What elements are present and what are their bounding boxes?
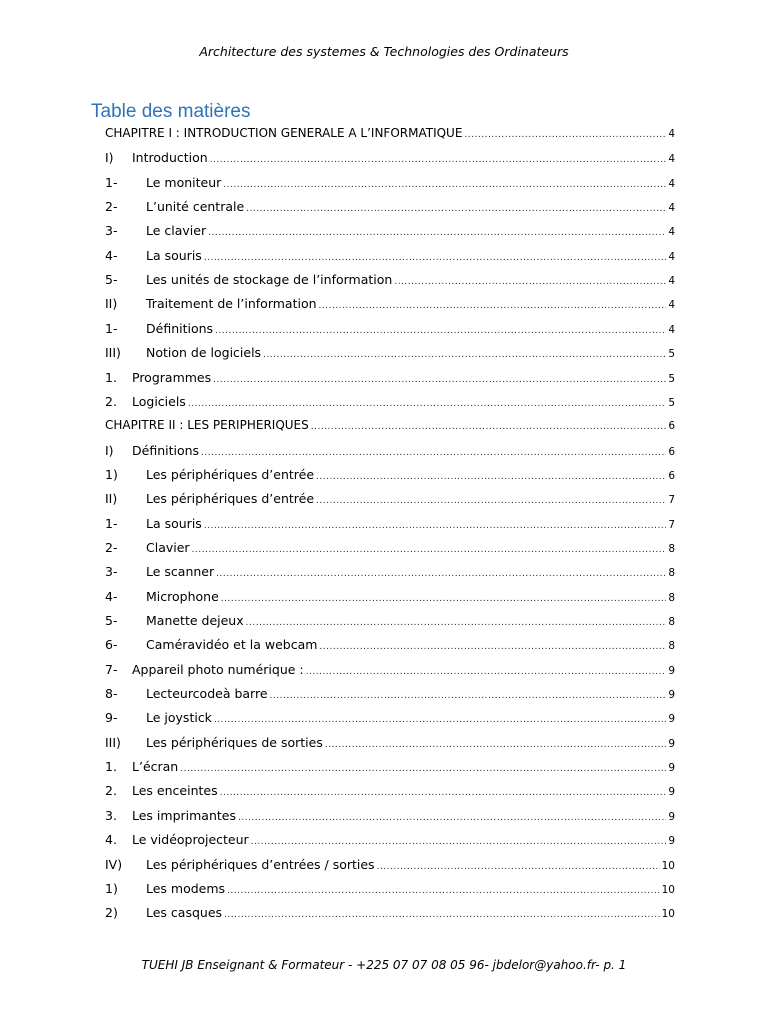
toc-entry-label: L’écran — [132, 759, 179, 775]
toc-entry-number: 1. — [105, 759, 117, 775]
toc-entry-page: 4 — [668, 323, 675, 336]
toc-entry-number: II) — [105, 491, 118, 507]
toc-dot-leader — [180, 764, 666, 774]
page-header: Architecture des systemes & Technologies des Ordinateurs — [199, 44, 569, 59]
toc-entry[interactable] — [105, 394, 675, 414]
toc-entry-number: 3- — [105, 564, 118, 580]
toc-entry-number: 5- — [105, 272, 118, 288]
toc-entry-label: Les périphériques de sorties — [146, 734, 323, 750]
toc-entry-page: 4 — [668, 299, 675, 312]
toc-entry[interactable] — [105, 443, 675, 463]
toc-entry-number: II) — [105, 296, 118, 312]
toc-dot-leader — [238, 813, 666, 823]
toc-entry-label: Notion de logiciels — [146, 345, 262, 361]
toc-title: Table des matières — [91, 101, 251, 122]
toc-entry-label: Définitions — [132, 442, 200, 458]
toc-entry[interactable] — [105, 735, 675, 755]
toc-entry-label: Les périphériques d’entrée — [146, 491, 315, 507]
toc-entry[interactable] — [105, 126, 675, 146]
toc-entry-page: 4 — [668, 202, 675, 215]
toc-entry-label: CHAPITRE I : INTRODUCTION GENERALE A L’INFORMATIQUE — [105, 126, 463, 140]
toc-entry-page: 7 — [668, 494, 675, 507]
toc-entry-number: IV) — [105, 856, 123, 872]
toc-entry-label: Le joystick — [146, 710, 212, 726]
toc-entry[interactable] — [105, 223, 675, 243]
toc-dot-leader — [316, 496, 666, 506]
toc-entry-label: Programmes — [132, 369, 212, 385]
toc-entry-number: 2- — [105, 539, 118, 555]
toc-entry[interactable] — [105, 759, 675, 779]
toc-entry-label: Les périphériques d’entrée — [146, 466, 315, 482]
toc-dot-leader — [246, 618, 667, 628]
toc-entry-label: Logiciels — [132, 393, 186, 409]
toc-dot-leader — [210, 155, 667, 165]
toc-dot-leader — [208, 228, 666, 238]
toc-entry-number: 5- — [105, 613, 118, 628]
toc-dot-leader — [213, 375, 666, 385]
toc-entry-number: 1- — [105, 320, 118, 336]
toc-entry[interactable] — [105, 272, 675, 292]
toc-entry-label: Les enceintes — [132, 783, 218, 799]
toc-entry[interactable] — [105, 905, 675, 925]
toc-entry-label: L’unité centrale — [146, 199, 245, 215]
toc-entry-page: 10 — [661, 908, 675, 921]
toc-entry-label: Les modems — [146, 880, 226, 896]
toc-entry-number: 6- — [105, 637, 118, 653]
toc-entry-label: Caméravidéo et la webcam — [146, 637, 318, 653]
toc-entry[interactable] — [105, 321, 675, 341]
toc-entry-page: 9 — [668, 664, 675, 677]
toc-entry-label: La souris — [146, 247, 202, 263]
toc-entry[interactable] — [105, 199, 675, 219]
toc-entry-page: 8 — [668, 542, 675, 555]
toc-entry[interactable] — [105, 296, 675, 316]
toc-entry-label: Le clavier — [146, 223, 207, 239]
toc-entry-page: 8 — [668, 567, 675, 580]
toc-entry-page: 4 — [668, 128, 675, 140]
toc-entry-number: 1) — [105, 466, 118, 482]
toc-entry-number: 2. — [105, 783, 117, 799]
toc-entry-label: Les périphériques d’entrées / sorties — [146, 856, 375, 872]
toc-dot-leader — [311, 422, 667, 432]
toc-entry[interactable] — [105, 686, 675, 706]
toc-entry-number: 8- — [105, 686, 118, 702]
toc-entry[interactable] — [105, 637, 675, 657]
toc-entry-label: Les unités de stockage de l’information — [146, 272, 393, 288]
toc-entry-page: 9 — [668, 689, 675, 702]
toc-entry-label: La souris — [146, 515, 202, 531]
toc-entry-page: 9 — [668, 762, 675, 775]
toc-entry-label: Lecteurcodeà barre — [146, 686, 268, 702]
toc-entry-label: Manette dejeux — [146, 613, 244, 628]
toc-entry[interactable] — [105, 710, 675, 730]
toc-entry[interactable] — [105, 345, 675, 365]
toc-entry-page: 9 — [668, 737, 675, 750]
toc-dot-leader — [224, 910, 660, 920]
toc-dot-leader — [377, 862, 660, 872]
toc-entry-label: Définitions — [146, 320, 214, 336]
toc-dot-leader — [227, 886, 660, 896]
toc-entry-number: 1. — [105, 369, 117, 385]
toc-entry[interactable] — [105, 589, 675, 609]
toc-dot-leader — [214, 715, 666, 725]
toc-entry-page: 4 — [668, 275, 675, 288]
toc-dot-leader — [204, 253, 667, 263]
toc-dot-leader — [204, 521, 667, 531]
toc-dot-leader — [216, 569, 666, 579]
toc-dot-leader — [192, 545, 667, 555]
toc-entry[interactable] — [105, 564, 675, 584]
toc-entry[interactable] — [105, 418, 675, 438]
toc-entry-number: 4- — [105, 247, 118, 263]
toc-dot-leader — [263, 350, 666, 360]
toc-entry[interactable] — [105, 881, 675, 901]
toc-entry-page: 4 — [668, 153, 675, 166]
toc-entry-number: III) — [105, 345, 121, 361]
toc-entry-label: Le vidéoprojecteur — [132, 832, 249, 848]
toc-entry-page: 4 — [668, 177, 675, 190]
toc-entry-label: Les casques — [146, 905, 223, 921]
toc-entry-page: 6 — [668, 445, 675, 458]
toc-dot-leader — [201, 448, 666, 458]
toc-entry-number: 1- — [105, 174, 118, 190]
toc-entry-page: 9 — [668, 713, 675, 726]
toc-entry-number: 4- — [105, 588, 118, 604]
toc-dot-leader — [394, 277, 666, 287]
toc-entry-number: 2. — [105, 393, 117, 409]
toc-entry-number: 3- — [105, 223, 118, 239]
toc-entry-number: 7- — [105, 661, 118, 677]
toc-entry[interactable] — [105, 540, 675, 560]
toc-entry[interactable] — [105, 370, 675, 390]
toc-entry[interactable] — [105, 613, 675, 633]
toc-dot-leader — [464, 130, 666, 140]
toc-dot-leader — [188, 399, 666, 409]
toc-entry-page: 8 — [668, 640, 675, 653]
toc-entry-number: III) — [105, 734, 121, 750]
toc-entry-page: 6 — [668, 420, 675, 433]
toc-dot-leader — [220, 788, 667, 798]
toc-entry-number: I) — [105, 442, 114, 458]
toc-dot-leader — [270, 691, 667, 701]
toc-entry-page: 9 — [668, 835, 675, 848]
toc-entry-page: 8 — [668, 591, 675, 604]
toc-entry[interactable] — [105, 248, 675, 268]
toc-dot-leader — [246, 204, 666, 214]
toc-entry-label: CHAPITRE II : LES PERIPHERIQUES — [105, 418, 309, 433]
toc-entry-number: 9- — [105, 710, 118, 726]
toc-entry-label: Introduction — [132, 150, 208, 166]
toc-entry-page: 10 — [661, 859, 675, 872]
toc-entry-label: Appareil photo numérique : — [132, 661, 304, 677]
toc-entry-page: 5 — [668, 396, 675, 409]
toc-entry-label: Les imprimantes — [132, 807, 236, 823]
toc-entry-page: 4 — [668, 250, 675, 263]
toc-dot-leader — [215, 326, 666, 336]
toc-entry-number: 1- — [105, 515, 118, 531]
toc-entry-label: Clavier — [146, 539, 190, 555]
toc-entry[interactable] — [105, 832, 675, 852]
toc-entry-label: Le scanner — [146, 564, 215, 580]
toc-entry[interactable] — [105, 662, 675, 682]
toc-entry-page: 6 — [668, 469, 675, 482]
toc-entry[interactable] — [105, 808, 675, 828]
toc-entry-label: Le moniteur — [146, 174, 222, 190]
toc-dot-leader — [325, 740, 666, 750]
toc-dot-leader — [223, 180, 666, 190]
page-footer: TUEHI JB Enseignant & Formateur - +225 07 07 08 05 96- jbdelor@yahoo.fr- p. 1 — [141, 958, 627, 972]
toc-dot-leader — [306, 667, 667, 677]
toc-entry-number: 3. — [105, 807, 117, 823]
toc-dot-leader — [319, 642, 666, 652]
toc-entry-page: 7 — [668, 518, 675, 531]
toc-entry-page: 4 — [668, 226, 675, 239]
toc-entry-number: 1) — [105, 880, 118, 896]
toc-entry-number: 4. — [105, 832, 117, 848]
toc-entry[interactable] — [105, 467, 675, 487]
toc-entry-page: 8 — [668, 616, 675, 628]
toc-entry[interactable] — [105, 516, 675, 536]
toc-entry-page: 5 — [668, 348, 675, 361]
toc-entry-page: 9 — [668, 810, 675, 823]
toc-dot-leader — [319, 301, 667, 311]
toc-entry-number: 2- — [105, 199, 118, 215]
toc-entry-page: 5 — [668, 372, 675, 385]
toc-entry-page: 10 — [661, 883, 675, 896]
toc-entry-label: Traitement de l’information — [146, 296, 317, 312]
toc-dot-leader — [316, 472, 666, 482]
toc-entry-number: 2) — [105, 905, 118, 921]
toc-entry[interactable] — [105, 175, 675, 195]
toc-entry[interactable] — [105, 150, 675, 170]
toc-entry-label: Microphone — [146, 588, 219, 604]
toc-entry[interactable] — [105, 783, 675, 803]
toc-dot-leader — [251, 837, 667, 847]
toc-entry[interactable] — [105, 857, 675, 877]
toc-entry-page: 9 — [668, 786, 675, 799]
toc-dot-leader — [221, 594, 667, 604]
toc-entry[interactable] — [105, 491, 675, 511]
toc-entry-number: I) — [105, 150, 114, 166]
